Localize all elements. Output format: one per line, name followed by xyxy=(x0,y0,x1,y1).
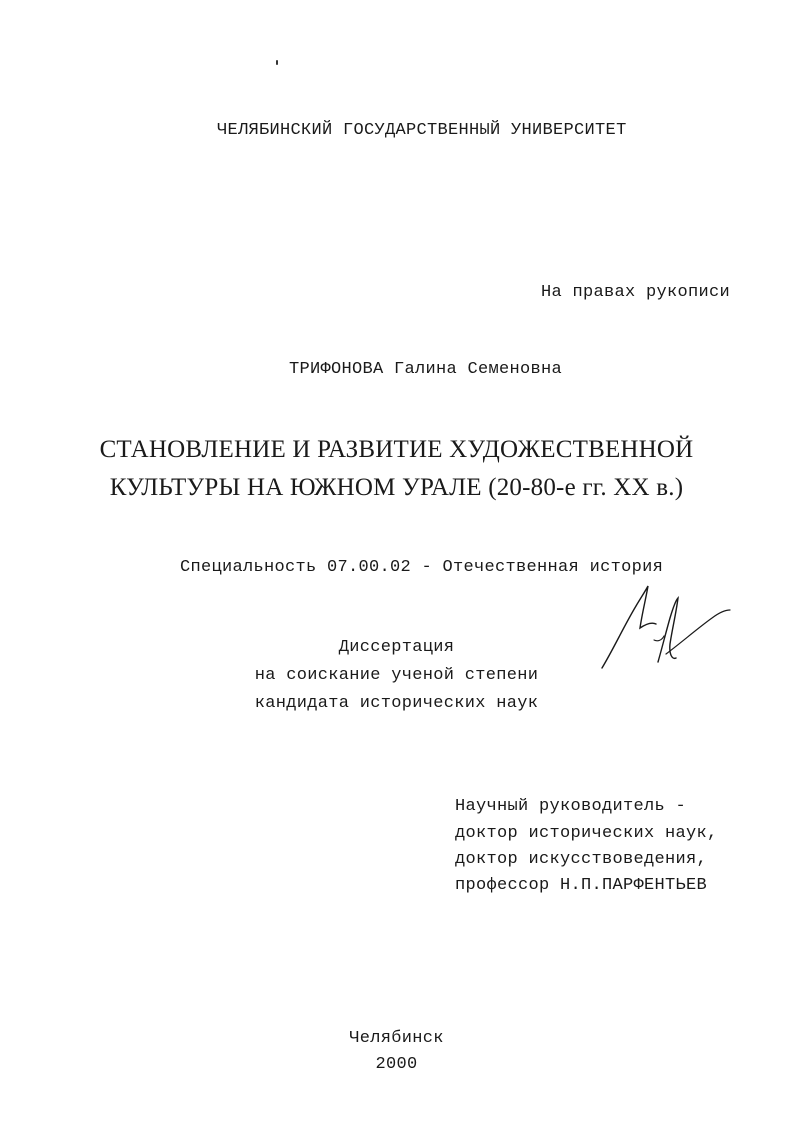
degree-line: на соискание ученой степени xyxy=(254,666,539,685)
degree-type-line: кандидата исторических наук xyxy=(254,694,539,713)
specialty: Специальность 07.00.02 - Отечественная история xyxy=(180,558,664,577)
advisor-role: Научный руководитель - xyxy=(455,797,687,816)
university-name: ЧЕЛЯБИНСКИЙ ГОСУДАРСТВЕННЫЙ УНИВЕРСИТЕТ xyxy=(217,121,627,140)
year: 2000 xyxy=(375,1055,418,1074)
dissertation-title-line-1: СТАНОВЛЕНИЕ И РАЗВИТИЕ ХУДОЖЕСТВЕННОЙ xyxy=(99,436,694,463)
scan-speck xyxy=(276,60,278,65)
manuscript-rights-label: На правах рукописи xyxy=(541,283,731,302)
advisor-degree-1: доктор исторических наук, xyxy=(455,824,718,843)
city: Челябинск xyxy=(349,1029,444,1048)
dissertation-title-line-2: КУЛЬТУРЫ НА ЮЖНОМ УРАЛЕ (20-80-е гг. XX в.) xyxy=(109,474,684,501)
author-name: ТРИФОНОВА Галина Семеновна xyxy=(289,360,563,379)
handwritten-signature-icon xyxy=(596,578,736,674)
dissertation-heading: Диссертация xyxy=(338,638,455,657)
advisor-name: профессор Н.П.ПАРФЕНТЬЕВ xyxy=(455,876,708,895)
advisor-degree-2: доктор искусствоведения, xyxy=(455,850,708,869)
